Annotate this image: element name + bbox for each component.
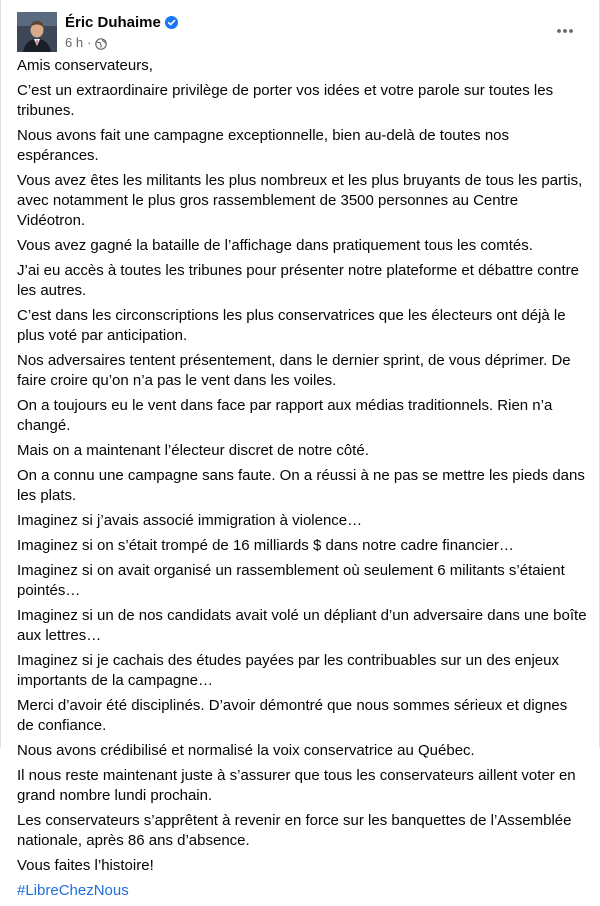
post-paragraph: Nous avons crédibilisé et normalisé la voix conservatrice au Québec. — [17, 742, 475, 759]
post-body — [17, 56, 587, 906]
globe-icon[interactable] — [95, 37, 107, 49]
post-paragraph: Imaginez si j’avais associé immigration à violence… — [17, 512, 363, 529]
post-paragraph: Imaginez si on s’était trompé de 16 milliards $ dans notre cadre financier… — [17, 537, 514, 554]
post-paragraph: Imaginez si on avait organisé un rassemblement où seulement 6 militants s’étaient pointés… — [17, 562, 565, 599]
post-paragraph: Les conservateurs s’apprêtent à revenir en force sur les banquettes de l’Assemblée nationale, après 86 ans d’absence. — [17, 812, 572, 849]
hashtag-line — [17, 881, 587, 901]
post-paragraph: Vous avez êtes les militants les plus nombreux et les plus bruyants de tous les partis, avec notamment le plus gros rassemblement de 3500 personnes au Centre Vidéotron. — [17, 172, 583, 229]
hashtag-link[interactable]: #LibreChezNous — [17, 882, 129, 899]
post-paragraph: Vous avez gagné la bataille de l’affichage dans pratiquement tous les comtés. — [17, 237, 533, 254]
author-row — [65, 13, 178, 33]
post-timestamp[interactable]: 6 h — [65, 34, 84, 50]
post-paragraph: On a connu une campagne sans faute. On a réussi à ne pas se mettre les pieds dans les plats. — [17, 467, 585, 504]
avatar[interactable] — [17, 12, 57, 52]
post-paragraph: Nos adversaires tentent présentement, dans le dernier sprint, de vous déprimer. De faire croire qu’on n’a pas le vent dans les voiles. — [17, 352, 571, 389]
more-options-button[interactable] — [547, 16, 583, 46]
post-paragraph: Amis conservateurs, — [17, 57, 153, 74]
post-paragraph: Il nous reste maintenant juste à s’assurer que tous les conservateurs aillent voter en grand nombre lundi prochain. — [17, 767, 576, 804]
author-name[interactable]: Éric Duhaime — [65, 13, 161, 31]
post-paragraph: Nous avons fait une campagne exceptionnelle, bien au-delà de toutes nos espérances. — [17, 127, 510, 164]
post-paragraph: Mais on a maintenant l’électeur discret de notre côté. — [17, 442, 369, 459]
post-paragraph: C’est dans les circonscriptions les plus conservatrices que les électeurs ont déjà le plus voté par anticipation. — [17, 307, 566, 344]
post-paragraph: J’ai eu accès à toutes les tribunes pour présenter notre plateforme et débattre contre les autres. — [17, 262, 579, 299]
post-header — [17, 12, 583, 52]
separator-dot: · — [87, 34, 92, 50]
post-paragraph: C’est un extraordinaire privilège de porter vos idées et votre parole sur toutes les tribunes. — [17, 82, 554, 119]
post-meta — [65, 12, 178, 52]
post-paragraph: Imaginez si je cachais des études payées par les contribuables sur un des enjeux importants de la campagne… — [17, 652, 559, 689]
post-paragraph: On a toujours eu le vent dans face par rapport aux médias traditionnels. Rien n’a changé. — [17, 397, 553, 434]
post-subline — [65, 34, 178, 52]
more-options-icon — [555, 28, 575, 34]
post-paragraph: Imaginez si un de nos candidats avait volé un dépliant d’un adversaire dans une boîte aux lettres… — [17, 607, 587, 644]
profile-photo-icon — [17, 12, 57, 52]
post-paragraph: Merci d’avoir été disciplinés. D’avoir démontré que nous sommes sérieux et dignes de confiance. — [17, 697, 568, 734]
post-paragraph: Vous faites l’histoire! — [17, 857, 154, 874]
verified-badge-icon — [165, 16, 178, 29]
